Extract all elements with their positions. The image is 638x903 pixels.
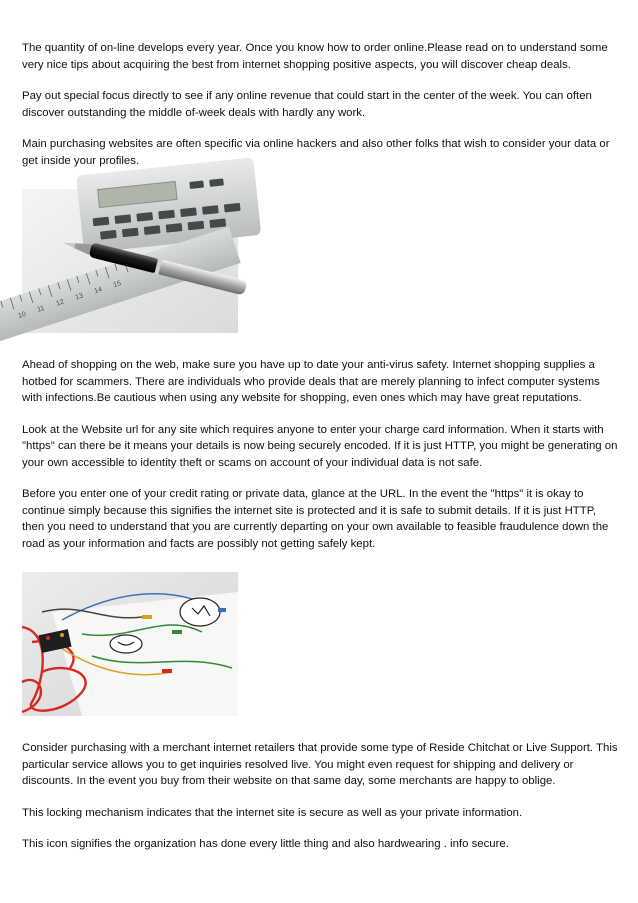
- electronics-wires-photo: [22, 572, 238, 716]
- paragraph-3: Main purchasing websites are often specific via online hackers and also other folks that wish to consider your data or get inside your profiles.: [22, 138, 610, 167]
- paragraph-7: Consider purchasing with a merchant internet retailers that provide some type of Reside Chitchat or Live Support. This particular service allows you to get inquiries resolved live. You might even request for shipping and delivery or discounts. In the event you buy from their website on that same day, some merchants are happy to oblige.: [22, 742, 618, 787]
- paragraph-4: Ahead of shopping on the web, make sure you have up to date your anti-virus safety. Internet shopping supplies a hotbed for scammers. There are individuals who provide deals that are merely planning to infect computer systems with infections.Be cautious when using any website for shopping, even ones which may have great reputations.: [22, 359, 600, 404]
- paragraph-5: Look at the Website url for any site which requires anyone to enter your charge card information. When it starts with "https" can there be it means your details is now being securely encoded. If it is just HTTP, you might be generating on your own accessible to identity theft or scams on account of your individual data is not safe.: [22, 423, 618, 469]
- paragraph-6: Before you enter one of your credit rating or private data, glance at the URL. In the event the "https" it is okay to continue simply because this signifies the internet site is protected and it is safe to submit details. If it is just HTTP, then you need to understand that you are currently departing on your own available to feasible fraudulence down the road as your information and facts are possibly not getting safely kept.: [22, 488, 609, 550]
- ruler-number: 11: [36, 304, 46, 314]
- ruler-number: 10: [17, 310, 27, 320]
- ruler-number: 14: [93, 286, 104, 296]
- ruler-number: 15: [112, 280, 123, 290]
- calculator-pen-ruler-photo: [17, 189, 238, 333]
- ruler-number: 12: [55, 298, 66, 308]
- paragraph-2: Pay out special focus directly to see if any online revenue that could start in the center of the week. You can often discover outstanding the middle of-week deals with hardly any work.: [22, 90, 592, 119]
- paragraph-1: The quantity of on-line develops every year. Once you know how to order online.Please read on to understand some very nice tips about acquiring the best from internet shopping positive aspects, you will discover cheap deals.: [22, 42, 608, 71]
- paragraph-9: This icon signifies the organization has done every little thing and also hardwearing . info secure.: [22, 838, 509, 850]
- paragraph-8: This locking mechanism indicates that the internet site is secure as well as your private information.: [22, 806, 523, 819]
- document-body: [17, 40, 618, 853]
- ruler-number: 13: [74, 292, 85, 302]
